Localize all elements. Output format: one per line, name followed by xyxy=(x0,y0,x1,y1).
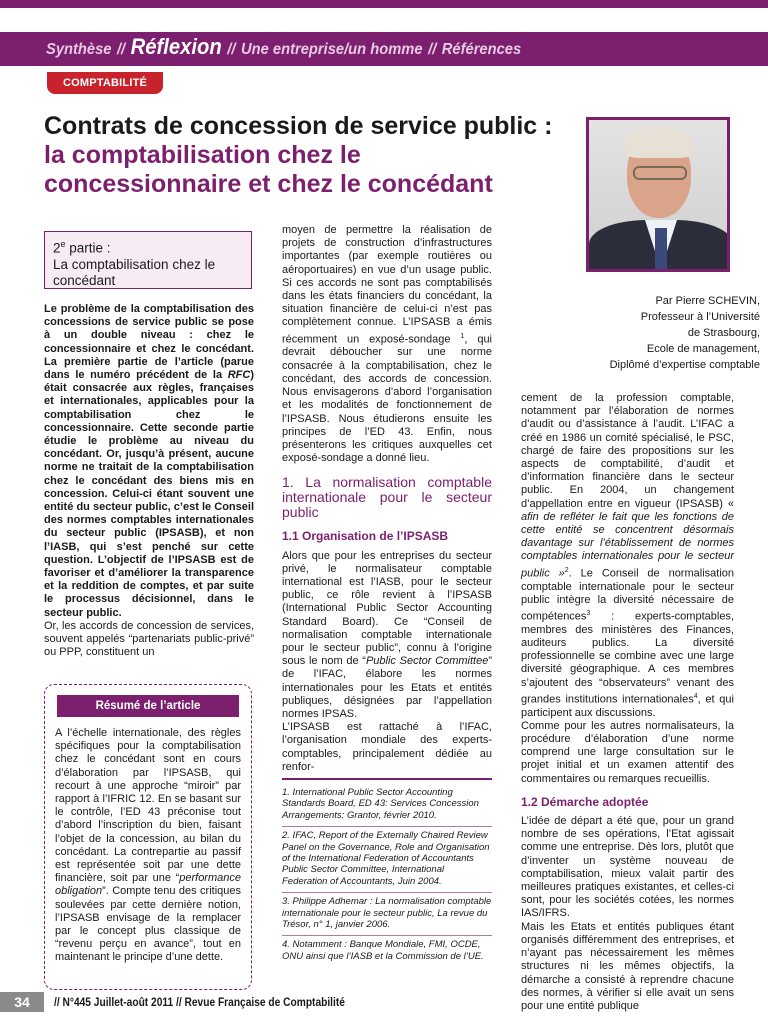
article-title xyxy=(44,112,554,199)
summary-text: A l’échelle internationale, des règles spécifiques pour la comptabilisation chez le concédant sont en cours d’élaboration par l’IPSASB, qui recourt à une approche “miroir” par rapport à l’IFRIC 12. En se basant sur le contrôle, l’ED 43 préconise tout d’abord l’inscription du bien, faisant l’objet de la concession, au bilan du concédant. La contrepartie au passif est représentée soit par une dette financière, soit par une “performance obligation”. Compte tenu des critiques soulevées par cette dernière notion, l’IPSASB envisage de la remplacer par le concept plus classique de “revenu perçu en avance”, tout en maintenant le principe d’une dette. xyxy=(55,727,241,964)
footnote-rule xyxy=(282,778,492,780)
nav-reflexion[interactable]: Réflexion xyxy=(130,34,222,59)
byline-line: Professeur à l’Université xyxy=(640,311,760,323)
body-paragraph: cement de la profession comptable, notamment par l’élaboration de normes d’audit ou d’assistance à l’audit. L’IFAC a créé en 1986 un comité spécialisé, le PSC, chargé de faire des propositions sur les aspects de comptabilité, d’audit et d’information financière dans le secteur public. En 2004, un changement d’appellation entre en vigueur (IPSASB) « afin de refléter le fait que les fonctions de cette entité se concentrent désormais davantage sur l’établissement de normes comptables internationales pour le secteur public »$^2$. Le Conseil de normalisation comptable internationale pour le secteur public intègre la diversité nécessaire de compétences$^3$ : experts-comptables, membres des ministères des Finances, auditeurs publics. La diversité professionnelle se combine avec une large diversité géographique. A ces membres s’ajoutent des “observateurs” venant des grandes institutions internationales$^4$, et qui participent aux discussions. xyxy=(521,392,734,719)
rubric-tag: COMPTABILITÉ xyxy=(47,72,163,94)
nav-separator: // xyxy=(227,41,236,58)
summary-heading: Résumé de l’article xyxy=(57,695,239,717)
intro-paragraph: Le problème de la comptabilisation des concessions de service public se pose à un double niveau : chez le concessionnaire et chez le concédant. La première partie de l’article (parue dans le numéro précédent de la RFC) était consacrée aux règles, françaises et internationales, applicables pour la comptabilisation chez le concessionnaire. Cette seconde partie étudie le problème au niveau du concédant. Or, jusqu’à présent, aucune norme ne traitait de la comptabilisation chez le concédant des biens mis en concession. Celui-ci étant souvent une entité du secteur public, c’est le Conseil des normes comptables internationales du secteur public (IPSASB), et non l’IASB, qui s’est penché sur cette question. L’objectif de l’IPSASB est de favoriser et d’améliorer la transparence et la reddition de comptes, et par suite le processus décisionnel, dans le secteur public. xyxy=(44,303,254,619)
byline-line: Par Pierre SCHEVIN, xyxy=(655,295,760,307)
byline-line: Diplômé d’expertise comptable xyxy=(609,359,760,371)
part-subtitle: La comptabilisation chez le concédant xyxy=(53,256,216,288)
body-paragraph: L’IPSASB est rattaché à l’IFAC, l’organisation mondiale des experts-comptables, principalement dédiée au renfor- xyxy=(282,721,492,773)
footnote: 2. IFAC, Report of the Externally Chaired Review Panel on the Governance, Role and Organisation of the International Federation of Accountants Public Sector Committee, International Federation of Accountants, Juin 2004. xyxy=(282,827,492,893)
title-main: Contrats de concession de service public : xyxy=(44,112,553,140)
page-footer xyxy=(0,992,768,1012)
body-paragraph: L’idée de départ a été que, pour un grand nombre de ses opérations, l’Etat agissait comme une entreprise. Dès lors, plutôt que d’inventer un système nouveau de comptabilisation, mieux valait partir des meilleures pratiques existantes, et celles-ci sont, pour les sociétés cotées, les normes IAS/IFRS. xyxy=(521,815,734,920)
footnote: 4. Notamment : Banque Mondiale, FMI, OCDE, ONU ainsi que l’IASB et la Commission de l’UE. xyxy=(282,939,484,962)
footnote: 1. International Public Sector Accounting Standards Board, ED 43: Services Concession Arrangements: Grantor, février 2010. xyxy=(282,784,492,827)
nav-entreprise[interactable]: Une entreprise/un homme xyxy=(240,41,423,58)
footnote: 3. Philippe Adhemar : La normalisation comptable internationale pour le secteur public, La revue du Trésor, n° 1, janvier 2006. xyxy=(282,893,492,936)
byline-line: de Strasbourg, xyxy=(687,327,760,339)
footnotes xyxy=(282,784,492,967)
body-paragraph: moyen de permettre la réalisation de projets de construction d’infrastructures importantes (par exemple routières ou aéroportuaires) en vue d’un usage public. Si ces accords ne sont pas comptabilisés dans les états financiers du concédant, la situation financière de celui-ci n’est pas complètement connue. L’IPSASB a émis récemment un exposé-sondage $^1$, qui devrait déboucher sur une norme consacrée à la comptabilisation, chez le concédant, des accords de concession. Nous envisagerons d’abord l’organisation et les modalités de fonctionnement de l’IPSASB. Nous étudierons ensuite les principes de l’ED 43. Enfin, nous présenterons les critiques auxquelles cet exposé-sondage a donné lieu. xyxy=(282,224,493,465)
body-paragraph: Or, les accords de concession de services, souvent appelés “partenariats public-privé” ou PPP, constituent un xyxy=(44,619,254,659)
subsection-heading: 1.2 Démarche adoptée xyxy=(521,794,649,809)
footer-text: // N°445 Juillet-août 2011 // Revue Française de Comptabilité xyxy=(54,995,345,1009)
byline-line: Ecole de management, xyxy=(646,343,760,355)
part-box xyxy=(44,231,252,289)
section-nav xyxy=(46,34,521,66)
nav-separator: // xyxy=(428,41,437,58)
part-label: 2e partie : xyxy=(53,239,111,256)
nav-references[interactable]: Références xyxy=(441,41,522,58)
column-2 xyxy=(282,224,492,774)
top-color-bar xyxy=(0,0,768,8)
column-3 xyxy=(521,392,734,1013)
title-highlight: la comptabilisation chez le concessionnaire et chez le concédant xyxy=(44,141,493,198)
author-byline xyxy=(520,293,760,373)
nav-synthese[interactable]: Synthèse xyxy=(46,41,112,58)
summary-box xyxy=(44,684,252,990)
body-paragraph: Alors que pour les entreprises du secteur privé, le normalisateur comptable international est l’IASB, pour le secteur public, ce rôle revient à l’IPSASB (International Public Sector Accounting Standard Board). Ce “Conseil de normalisation comptable internationale pour le secteur public”, connu à l’origine sous le nom de “Public Sector Committee” de l’IFAC, élabore les normes internationales pour les Etats et entités publiques, désignées par l’appellation normes IPSAS. xyxy=(282,549,493,720)
nav-separator: // xyxy=(116,41,126,58)
column-1 xyxy=(44,303,254,659)
author-photo xyxy=(586,117,730,272)
page-number: 34 xyxy=(0,992,44,1012)
section-heading: 1. La normalisation comptable internationale pour le secteur public xyxy=(282,474,492,521)
body-paragraph: Mais les Etats et entités publiques étant organisés différemment des entreprises, et n’ayant pas nécessairement les mêmes structures ni les mêmes objectifs, la démarche a consisté à reprendre chacune des normes, à vérifier si elle avait un sens pour une entité publique xyxy=(521,920,734,1012)
body-paragraph: Comme pour les autres normalisateurs, la procédure d’élaboration d’une norme comprend une large consultation sur le projet initial et un examen attentif des commentaires ou remarques recueillis. xyxy=(521,719,734,785)
subsection-heading: 1.1 Organisation de l’IPSASB xyxy=(282,529,449,544)
